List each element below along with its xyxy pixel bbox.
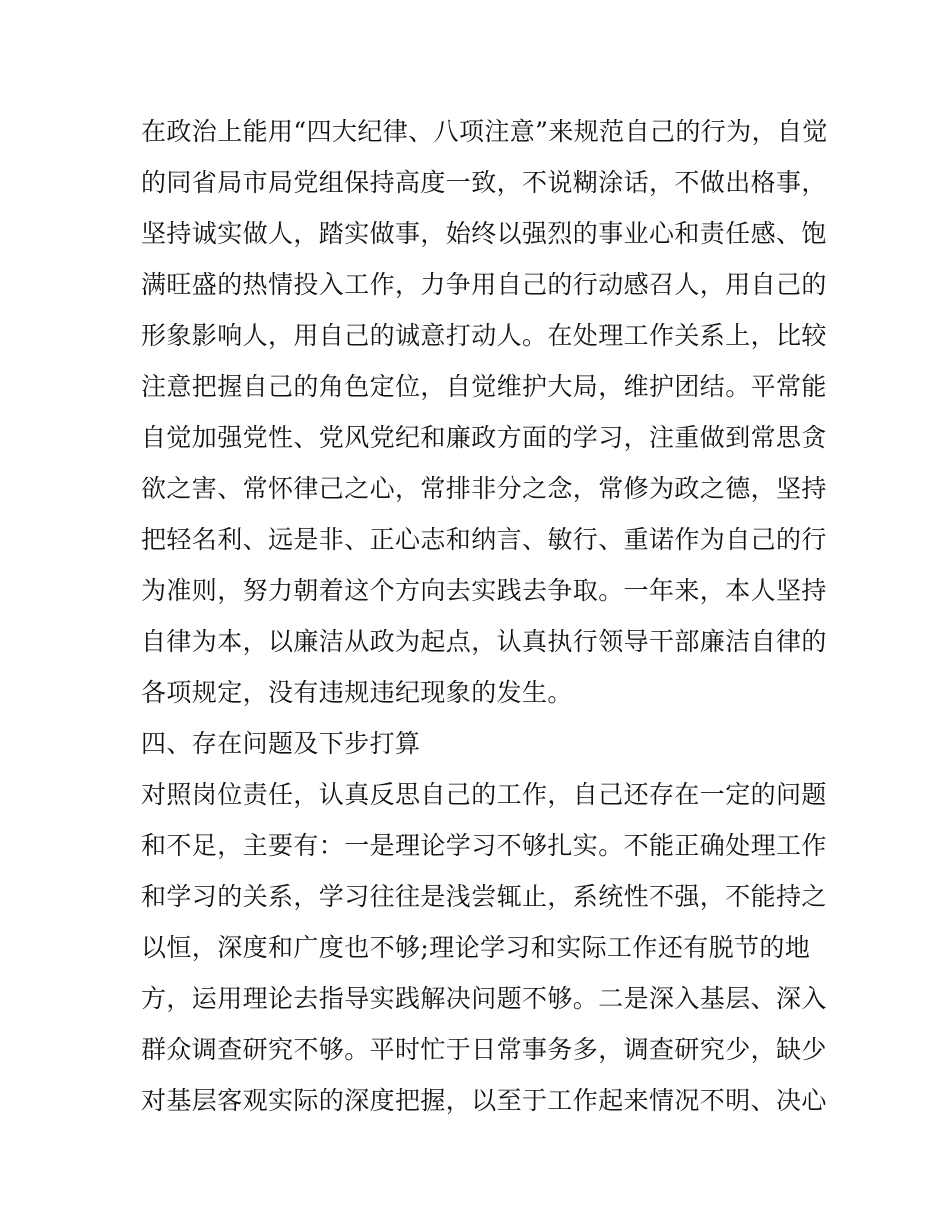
text-line: 和学习的关系，学习往往是浅尝辄止，系统性不强，不能持之 — [141, 882, 827, 911]
text-line: 群众调查研究不够。平时忙于日常事务多，调查研究少，缺少 — [141, 1035, 827, 1064]
text-line: 把轻名利、远是非、正心志和纳言、敏行、重诺作为自己的行 — [141, 525, 827, 554]
text-line: 满旺盛的热情投入工作，力争用自己的行动感召人，用自己的 — [141, 270, 827, 299]
text-line: 在政治上能用“四大纪律、八项注意”来规范自己的行为，自觉 — [141, 117, 828, 146]
text-line: 自觉加强党性、党风党纪和廉政方面的学习，注重做到常思贪 — [141, 423, 827, 452]
text-line: 注意把握自己的角色定位，自觉维护大局，维护团结。平常能 — [141, 372, 827, 401]
text-line: 方，运用理论去指导实践解决问题不够。二是深入基层、深入 — [141, 984, 827, 1013]
text-line: 形象影响人，用自己的诚意打动人。在处理工作关系上，比较 — [141, 321, 827, 350]
text-line: 和不足，主要有：一是理论学习不够扎实。不能正确处理工作 — [141, 831, 827, 860]
text-line: 以恒，深度和广度也不够;理论学习和实际工作还有脱节的地 — [141, 933, 811, 962]
text-line: 坚持诚实做人，踏实做事，始终以强烈的事业心和责任感、饱 — [141, 219, 827, 248]
section-heading: 四、存在问题及下步打算 — [141, 729, 421, 758]
text-line: 欲之害、常怀律己之心，常排非分之念，常修为政之德，坚持 — [141, 474, 827, 503]
text-line: 自律为本，以廉洁从政为起点，认真执行领导干部廉洁自律的 — [141, 627, 827, 656]
text-line: 对照岗位责任，认真反思自己的工作，自己还存在一定的问题 — [141, 780, 827, 809]
text-line: 各项规定，没有违规违纪现象的发生。 — [141, 678, 573, 707]
text-line: 对基层客观实际的深度把握，以至于工作起来情况不明、决心 — [141, 1086, 827, 1115]
text-line: 为准则，努力朝着这个方向去实践去争取。一年来，本人坚持 — [141, 576, 827, 605]
body-text — [141, 106, 828, 1126]
text-line: 的同省局市局党组保持高度一致，不说糊涂话，不做出格事， — [141, 168, 827, 197]
